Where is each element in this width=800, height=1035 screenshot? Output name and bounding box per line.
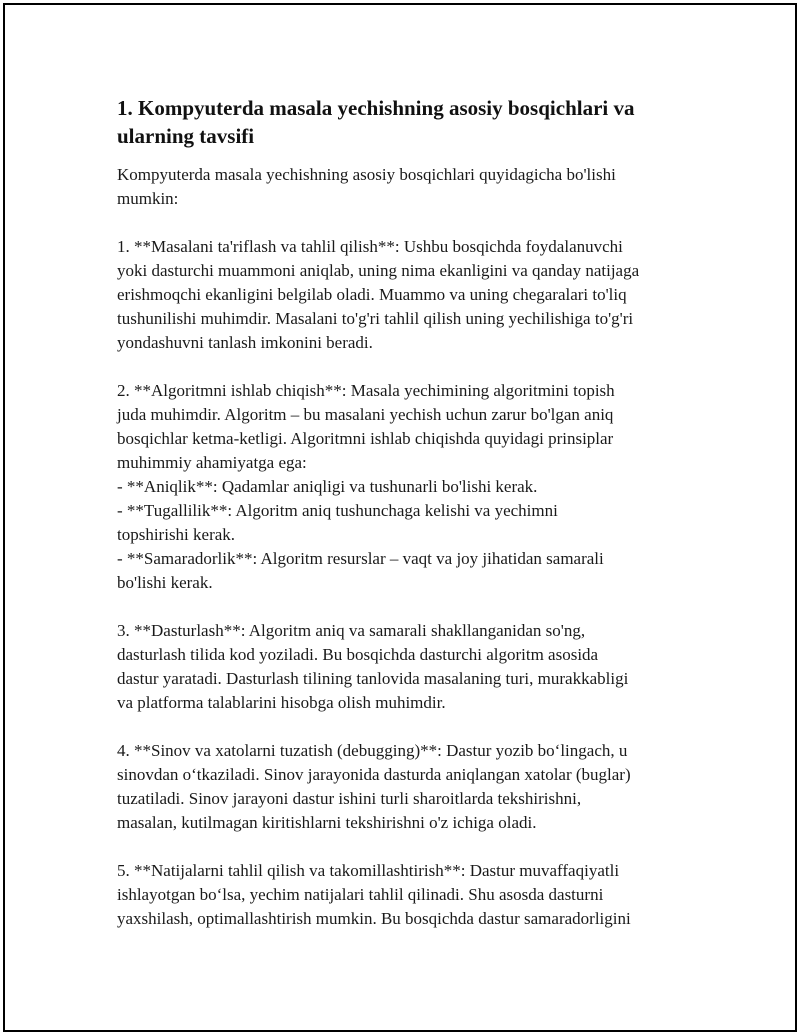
document-heading: 1. Kompyuterda masala yechishning asosiy bosqichlari va ularning tavsifi: [117, 96, 635, 148]
section-4-paragraph: 4. **Sinov va xatolarni tuzatish (debugging)**: Dastur yozib bo‘lingach, u sinovdan o‘tkaziladi. Sinov jarayonida dasturda aniqlangan xatolar (buglar) tuzatiladi. Sinov jarayoni dastur ishini turli sharoitlarda tekshirishni, masalan, kutilmagan kiritishlarni tekshirishni o'z ichiga oladi.: [117, 741, 631, 832]
document-body: [117, 94, 677, 931]
intro-paragraph: Kompyuterda masala yechishning asosiy bosqichlari quyidagicha bo'lishi mumkin:: [117, 165, 616, 208]
section-5-paragraph: 5. **Natijalarni tahlil qilish va takomillashtirish**: Dastur muvaffaqiyatli ishlayotgan bo‘lsa, yechim natijalari tahlil qilinadi. Shu asosda dasturni yaxshilash, optimallashtirish mumkin. Bu bosqichda dastur samaradorligini: [117, 861, 631, 928]
section-1-paragraph: 1. **Masalani ta'riflash va tahlil qilish**: Ushbu bosqichda foydalanuvchi yoki dasturchi muammoni aniqlab, uning nima ekanligini va qanday natijaga erishmoqchi ekanligini belgilab oladi. Muammo va uning chegaralari to'liq tushunilishi muhimdir. Masalani to'g'ri tahlil qilish uning yechilishiga to'g'ri yondashuvni tanlash imkonini beradi.: [117, 237, 640, 352]
section-2-paragraph: 2. **Algoritmni ishlab chiqish**: Masala yechimining algoritmini topish juda muhimdir. Algoritm – bu masalani yechish uchun zarur bo'lgan aniq bosqichlar ketma-ketligi. Algoritmni ishlab chiqishda quyidagi prinsiplar muhimmiy ahamiyatga ega: - **Aniqlik**: Qadamlar aniqligi va tushunarli bo'lishi kerak. - **Tugallilik**: Algoritm aniq tushunchaga kelishi va yechimni topshirishi kerak. - **Samaradorlik**: Algoritm resurslar – vaqt va joy jihatidan samarali bo'lishi kerak.: [117, 381, 615, 592]
section-3-paragraph: 3. **Dasturlash**: Algoritm aniq va samarali shakllanganidan so'ng, dasturlash tilida kod yoziladi. Bu bosqichda dasturchi algoritm asosida dastur yaratadi. Dasturlash tilining tanlovida masalaning turi, murakkabligi va platforma talablarini hisobga olish muhimdir.: [117, 621, 629, 712]
